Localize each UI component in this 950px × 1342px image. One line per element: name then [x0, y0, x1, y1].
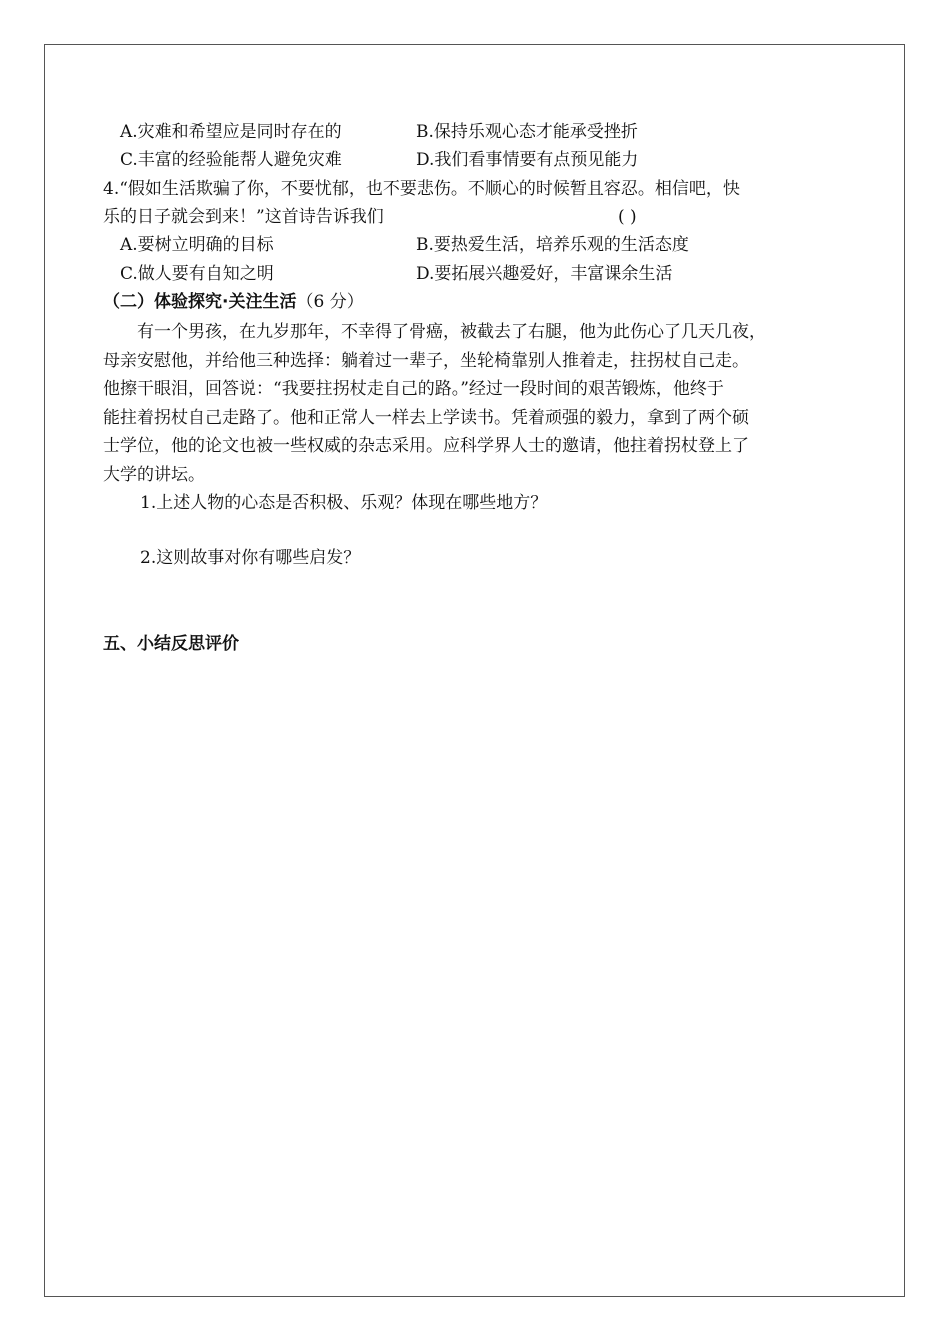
q3-option-a: A.灾难和希望应是同时存在的 — [120, 122, 342, 142]
q4-option-b: B.要热爱生活，培养乐观的生活态度 — [416, 235, 689, 255]
story-line: 母亲安慰他，并给他三种选择：躺着过一辈子，坐轮椅靠别人推着走，拄拐杖自己走。 — [103, 350, 749, 371]
story-line: 士学位，他的论文也被一些权威的杂志采用。应科学界人士的邀请，他拄着拐杖登上了 — [103, 436, 749, 457]
story-line: 他擦干眼泪，回答说：“我要拄拐杖走自己的路。”经过一段时间的艰苦锻炼，他终于 — [103, 379, 724, 400]
q4-option-d: D.要拓展兴趣爱好，丰富课余生活 — [416, 264, 673, 284]
question-2: 2.这则故事对你有哪些启发？ — [140, 548, 361, 568]
story-line: 有一个男孩，在九岁那年，不幸得了骨癌，被截去了右腿，他为此伤心了几天几夜， — [103, 322, 766, 342]
q4-stem-line2: 乐的日子就会到来！”这首诗告诉我们 — [103, 207, 384, 227]
q4-option-c: C.做人要有自知之明 — [120, 264, 274, 284]
story-paragraph — [103, 318, 863, 490]
question-1: 1.上述人物的心态是否积极、乐观？体现在哪些地方？ — [140, 493, 548, 513]
story-line: 大学的讲坛。 — [103, 464, 205, 485]
q4-option-a: A.要树立明确的目标 — [120, 235, 274, 255]
section2-heading — [103, 291, 364, 313]
q3-option-b: B.保持乐观心态才能承受挫折 — [416, 122, 638, 142]
story-line: 能拄着拐杖自己走路了。他和正常人一样去上学读书。凭着顽强的毅力，拿到了两个硕 — [103, 407, 749, 428]
q3-option-c: C.丰富的经验能帮人避免灾难 — [120, 150, 342, 170]
page-border — [44, 44, 905, 1297]
section2-title: （二）体验探究·关注生活 — [103, 292, 297, 312]
section2-score: （6 分） — [296, 292, 364, 312]
q4-stem-line1: 4.“假如生活欺骗了你，不要忧郁，也不要悲伤。不顺心的时候暂且容忍。相信吧，快 — [103, 179, 740, 199]
q4-answer-bracket: ( ) — [618, 207, 637, 227]
q3-option-d: D.我们看事情要有点预见能力 — [416, 150, 639, 170]
section5-title: 五、小结反思评价 — [103, 634, 239, 654]
